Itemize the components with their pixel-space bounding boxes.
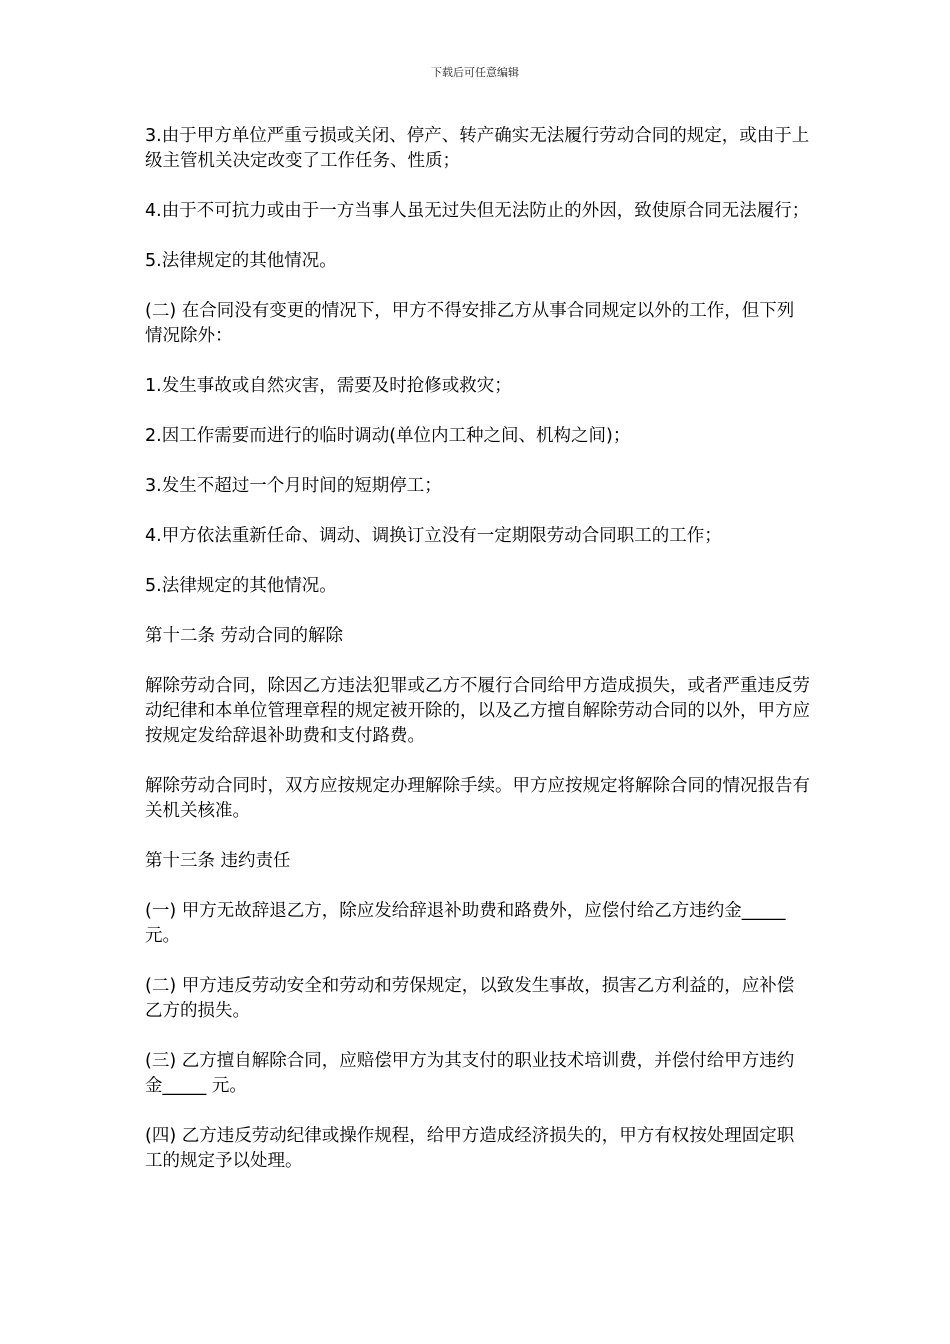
paragraph-liability-4: (四) 乙方违反劳动纪律或操作规程，给甲方造成经济损失的，甲方有权按处理固定职工的规定予以处理。: [145, 1126, 795, 1171]
paragraph-liability-2: (二) 甲方违反劳动安全和劳动和劳保规定，以致发生事故，损害乙方利益的，应补偿乙方的损失。: [145, 976, 795, 1021]
paragraph-liability-1: (一) 甲方无故辞退乙方，除应发给辞退补助费和路费外，应偿付给乙方违约金_____ 元。: [145, 901, 786, 946]
paragraph-clause-4-force-majeure: 4.由于不可抗力或由于一方当事人虽无过失但无法防止的外因，致使原合同无法履行；: [145, 201, 810, 221]
document-body: [145, 124, 810, 1199]
paragraph-exception-1: 1.发生事故或自然灾害，需要及时抢修或救灾；: [145, 376, 512, 396]
paragraph-exception-3: 3.发生不超过一个月时间的短期停工；: [145, 476, 442, 496]
article-13-heading: 第十三条 违约责任: [145, 851, 291, 871]
paragraph-termination-procedure: 解除劳动合同时，双方应按规定办理解除手续。甲方应按规定将解除合同的情况报告有关机关核准。: [145, 776, 810, 821]
paragraph-exception-4: 4.甲方依法重新任命、调动、调换订立没有一定期限劳动合同职工的工作；: [145, 526, 722, 546]
paragraph-exception-5: 5.法律规定的其他情况。: [145, 576, 337, 596]
paragraph-section-2-intro: (二) 在合同没有变更的情况下，甲方不得安排乙方从事合同规定以外的工作，但下列情况除外：: [145, 301, 795, 346]
paragraph-clause-3-closure: 3.由于甲方单位严重亏损或关闭、停产、转产确实无法履行劳动合同的规定，或由于上级主管机关决定改变了工作任务、性质；: [145, 126, 810, 171]
paragraph-liability-3: (三) 乙方擅自解除合同，应赔偿甲方为其支付的职业技术培训费，并偿付给甲方违约金_____ 元。: [145, 1051, 795, 1096]
page-header-note: 下载后可任意编辑: [431, 66, 519, 79]
article-12-heading: 第十二条 劳动合同的解除: [145, 626, 344, 646]
paragraph-clause-5-other: 5.法律规定的其他情况。: [145, 251, 337, 271]
paragraph-exception-2: 2.因工作需要而进行的临时调动(单位内工种之间、机构之间)；: [145, 426, 631, 446]
paragraph-termination-terms: 解除劳动合同，除因乙方违法犯罪或乙方不履行合同给甲方造成损失，或者严重违反劳动纪律和本单位管理章程的规定被开除的，以及乙方擅自解除劳动合同的以外，甲方应按规定发给辞退补助费和支付路费。: [145, 676, 810, 746]
